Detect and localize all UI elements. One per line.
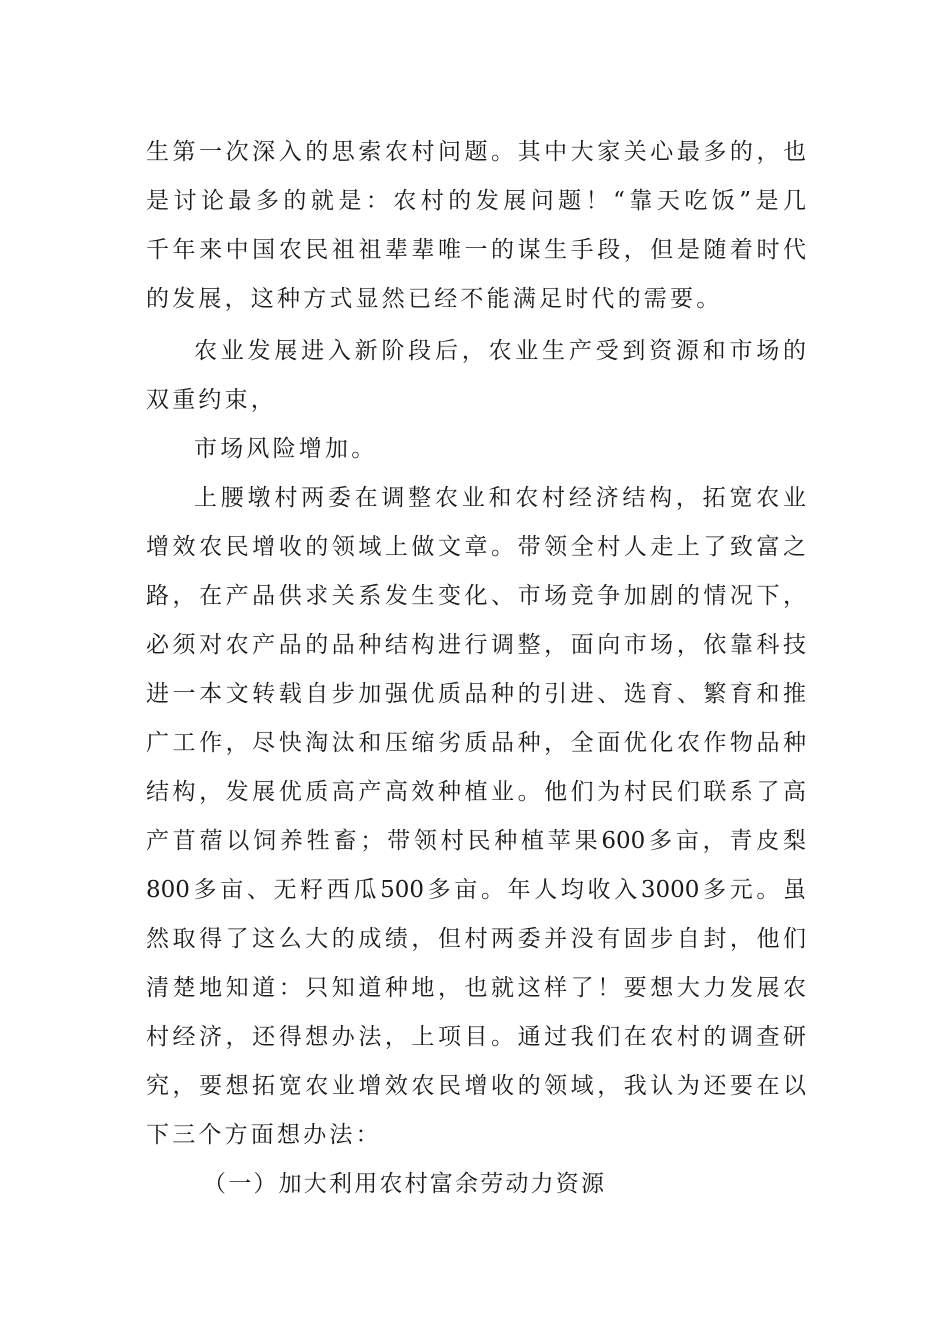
text-line: 村经济，还得想办法，上项目。通过我们在农村的调查研: [146, 1024, 806, 1050]
text-line: 千年来中国农民祖祖辈辈唯一的谋生手段，但是随着时代: [146, 237, 806, 263]
text-line: 增效农民增收的领域上做文章。带领全村人走上了致富之: [146, 534, 806, 560]
text-line: 农业发展进入新阶段后，农业生产受到资源和市场的: [194, 338, 806, 364]
text-line: 下三个方面想办法：: [146, 1122, 382, 1148]
paragraph-first-line: [194, 474, 806, 523]
text-line: 究，要想拓宽农业增效农民增收的领域，我认为还要在以: [146, 1073, 806, 1099]
text-line: 广工作，尽快淘汰和压缩劣质品种，全面优化农作物品种: [146, 730, 806, 756]
text-line: 必须对农产品的品种结构进行调整，面向市场，依靠科技: [146, 632, 806, 658]
text-line: 生第一次深入的思索农村问题。其中大家关心最多的，也: [146, 139, 806, 165]
section-heading: （一）加大利用农村富余劳动力资源: [203, 1171, 607, 1197]
text-line: 的发展，这种方式显然已经不能满足时代的需要。: [146, 286, 723, 312]
text-line: 然取得了这么大的成绩，但村两委并没有固步自封，他们: [146, 926, 806, 952]
paragraph-first-line: [194, 327, 806, 376]
text-line: 是讨论最多的就是：农村的发展问题！“靠天吃饭”是几: [146, 188, 806, 214]
text-line: 双重约束，: [146, 387, 277, 413]
text-line: 清楚地知道：只知道种地，也就这样了！要想大力发展农: [146, 975, 806, 1001]
text-line: 结构，发展优质高产高效种植业。他们为村民们联系了高: [146, 779, 806, 805]
text-line: 800多亩、无籽西瓜500多亩。年人均收入3000多元。虽: [146, 877, 806, 903]
text-line: 路，在产品供求关系发生变化、市场竞争加剧的情况下，: [146, 583, 806, 609]
paragraph-first-line: 市场风险增加。: [194, 436, 378, 462]
text-line: 产苜蓿以饲养牲畜；带领村民种植苹果600多亩，青皮梨: [146, 828, 806, 854]
text-line: 上腰墩村两委在调整农业和农村经济结构，拓宽农业: [194, 485, 806, 511]
text-line: 进一本文转载自步加强优质品种的引进、选育、繁育和推: [146, 681, 806, 707]
